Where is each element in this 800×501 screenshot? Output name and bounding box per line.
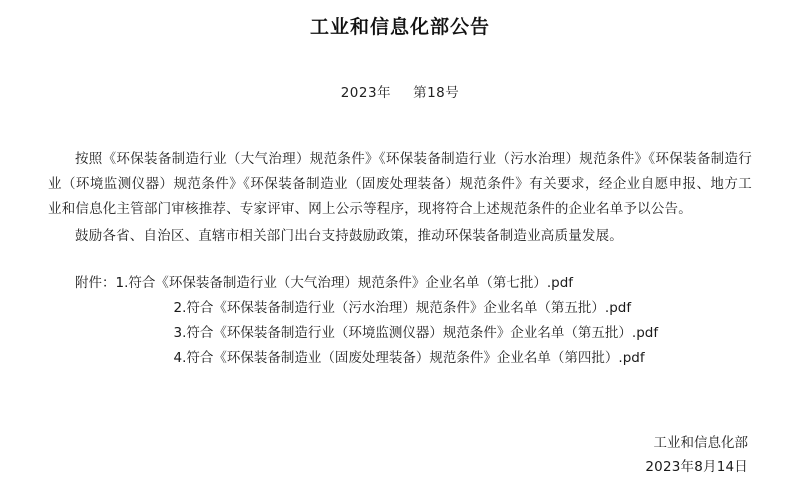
attachments-label: 附件： (75, 274, 116, 291)
attachment-item-4[interactable]: 4.符合《环保装备制造业（固废处理装备）规范条件》企业名单（第四批）.pdf (173, 349, 645, 366)
signature-block (645, 431, 748, 479)
attachment-item-3[interactable]: 3.符合《环保装备制造行业（环境监测仪器）规范条件》企业名单（第五批）.pdf (173, 324, 659, 341)
document-number-serial: 第18号 (413, 84, 460, 101)
document-number (0, 81, 800, 101)
attachment-item-1[interactable]: 1.符合《环保装备制造行业（大气治理）规范条件》企业名单（第七批）.pdf (115, 274, 574, 291)
page-title: 工业和信息化部公告 (309, 16, 490, 38)
body-paragraph-1: 按照《环保装备制造行业（大气治理）规范条件》《环保装备制造行业（污水治理）规范条件》《环保装备制造行业（环境监测仪器）规范条件》《环保装备制造业（固废处理装备）规范条件》有关要求，经企业自愿申报、地方工业和信息化主管部门审核推荐、专家评审、网上公示等程序，现将符合上述规范条件的企业名单予以公告。 (48, 150, 752, 217)
attachment-item-2[interactable]: 2.符合《环保装备制造行业（污水治理）规范条件》企业名单（第五批）.pdf (173, 299, 632, 316)
attachment-item-1-row (48, 271, 752, 296)
document-page (0, 14, 800, 501)
document-number-year: 2023年 (340, 84, 392, 101)
signature-organization: 工业和信息化部 (653, 435, 748, 451)
attachment-rest (48, 296, 752, 371)
body-paragraph-2: 鼓励各省、自治区、直辖市相关部门出台支持鼓励政策，推动环保装备制造业高质量发展。 (75, 227, 623, 244)
signature-date: 2023年8月14日 (645, 459, 748, 475)
attachment-list (0, 271, 800, 371)
document-body (0, 147, 800, 249)
